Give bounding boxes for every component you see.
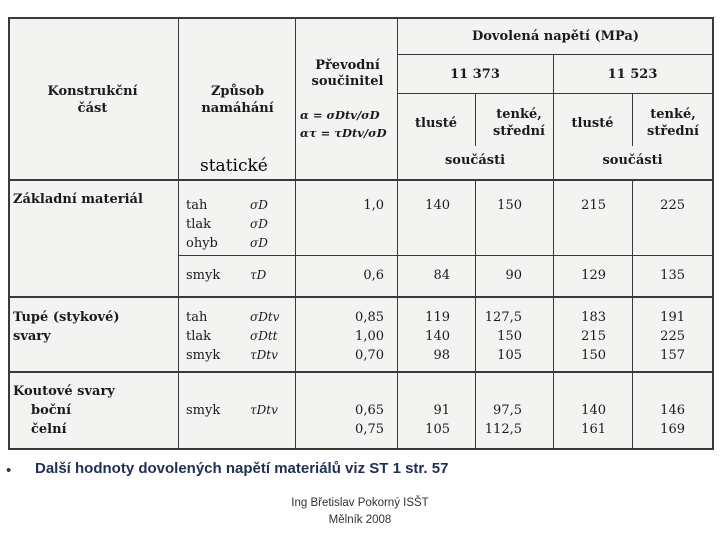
cell-value: 97,5 bbox=[493, 403, 522, 418]
cell-v1 bbox=[400, 196, 450, 215]
cell-value: 215 bbox=[581, 329, 606, 344]
cell-value: 225 bbox=[660, 329, 685, 344]
cell-value: σDtv bbox=[250, 310, 280, 324]
cell-v2 bbox=[478, 308, 522, 365]
cell-syms bbox=[250, 266, 294, 285]
cell-coef bbox=[298, 266, 384, 285]
cell-v4 bbox=[635, 266, 685, 285]
cell-v3 bbox=[556, 308, 606, 365]
vline-load bbox=[178, 17, 179, 450]
footer-place-year: Mělník 2008 bbox=[328, 514, 392, 526]
cell-value: τDtv bbox=[250, 403, 278, 417]
cell-value: 112,5 bbox=[484, 422, 522, 437]
cell-coef bbox=[298, 401, 384, 439]
cell-value: smyk bbox=[186, 268, 221, 283]
cell-v2 bbox=[478, 266, 522, 285]
cell-coef bbox=[298, 196, 384, 215]
table-border-right bbox=[712, 17, 714, 450]
cell-value: 127,5 bbox=[484, 310, 522, 325]
group-name-line: čelní bbox=[31, 422, 67, 437]
vline-s2-split-body bbox=[632, 179, 633, 450]
cell-value: 215 bbox=[581, 198, 606, 213]
cell-value: 119 bbox=[425, 310, 450, 325]
cell-value: σD bbox=[250, 198, 268, 212]
vline-allowed bbox=[397, 17, 398, 450]
cell-value: 150 bbox=[497, 198, 522, 213]
header-load: Způsob namáhání bbox=[201, 84, 274, 116]
group-name-line: Koutové svary bbox=[13, 384, 115, 399]
header-thick-1: tlusté bbox=[415, 116, 457, 131]
group-name bbox=[13, 382, 115, 439]
cell-loads bbox=[186, 196, 246, 253]
vline-coef bbox=[295, 17, 296, 450]
hline-steel-sub bbox=[397, 93, 714, 94]
cell-value: τD bbox=[250, 268, 267, 282]
table-border-bottom bbox=[8, 448, 714, 450]
cell-value: 129 bbox=[581, 268, 606, 283]
cell-value: 105 bbox=[425, 422, 450, 437]
cell-v3 bbox=[556, 196, 606, 215]
cell-value: σD bbox=[250, 236, 268, 250]
header-conv-title: Převodní součinitel bbox=[311, 58, 384, 89]
cell-value: 140 bbox=[581, 403, 606, 418]
cell-value: tah bbox=[186, 310, 208, 325]
cell-value: 1,0 bbox=[363, 198, 384, 213]
header-thin-2: tenké, střední bbox=[647, 107, 699, 139]
cell-value: smyk bbox=[186, 348, 221, 363]
cell-v2 bbox=[478, 196, 522, 215]
header-parts-1: součásti bbox=[444, 153, 506, 168]
cell-v4 bbox=[635, 401, 685, 439]
cell-v1 bbox=[400, 308, 450, 365]
cell-value: 150 bbox=[497, 329, 522, 344]
cell-value: 146 bbox=[660, 403, 685, 418]
cell-value: 84 bbox=[433, 268, 450, 283]
table-border-left bbox=[8, 17, 10, 450]
header-steel-11373: 11 373 bbox=[450, 67, 500, 82]
header-conv-f1: α = σDtv/σD bbox=[300, 108, 380, 122]
cell-value: smyk bbox=[186, 403, 221, 418]
hline-group2 bbox=[8, 296, 714, 298]
vline-s1-split bbox=[475, 93, 476, 146]
group-name-line: boční bbox=[31, 403, 72, 418]
cell-value: 140 bbox=[425, 329, 450, 344]
hline-group3 bbox=[8, 371, 714, 373]
group-name bbox=[13, 190, 143, 209]
header-allowed: Dovolená napětí (MPa) bbox=[471, 29, 640, 44]
header-static: statické bbox=[200, 156, 268, 176]
header-steel-11523: 11 523 bbox=[607, 67, 658, 82]
cell-syms bbox=[250, 308, 294, 365]
cell-v4 bbox=[635, 196, 685, 215]
hline-basic-split bbox=[178, 255, 714, 256]
cell-value: 225 bbox=[660, 198, 685, 213]
note-bullet: • bbox=[6, 462, 12, 479]
group-name-line: Tupé (stykové) bbox=[13, 310, 120, 325]
cell-v4 bbox=[635, 308, 685, 365]
vline-s1-split-body bbox=[475, 179, 476, 450]
cell-syms bbox=[250, 196, 294, 253]
cell-value: 0,85 bbox=[355, 310, 384, 325]
cell-value: 98 bbox=[433, 348, 450, 363]
cell-value: tlak bbox=[186, 329, 212, 344]
cell-v3 bbox=[556, 401, 606, 439]
cell-value: tah bbox=[186, 198, 208, 213]
cell-value: σD bbox=[250, 217, 268, 231]
cell-loads bbox=[186, 308, 246, 365]
cell-coef bbox=[298, 308, 384, 365]
cell-value: τDtv bbox=[250, 348, 278, 362]
cell-loads bbox=[186, 266, 246, 285]
table-border-top bbox=[8, 17, 714, 19]
footer-author: Ing Břetislav Pokorný ISŠT bbox=[291, 497, 429, 509]
cell-v1 bbox=[400, 266, 450, 285]
cell-value: ohyb bbox=[186, 236, 218, 251]
cell-value: 90 bbox=[505, 268, 522, 283]
group-name bbox=[13, 308, 120, 346]
cell-value: 0,75 bbox=[355, 422, 384, 437]
cell-value: 0,70 bbox=[355, 348, 384, 363]
cell-v3 bbox=[556, 266, 606, 285]
vline-s2-split bbox=[632, 93, 633, 146]
cell-value: σDtt bbox=[250, 329, 278, 343]
header-part: Konstrukční část bbox=[47, 84, 138, 116]
cell-loads bbox=[186, 401, 246, 420]
group-name-line: svary bbox=[13, 329, 51, 344]
note-text: Další hodnoty dovolených napětí materiálů viz ST 1 str. 57 bbox=[35, 460, 449, 477]
cell-syms bbox=[250, 401, 294, 420]
cell-value: 140 bbox=[425, 198, 450, 213]
cell-value: 0,65 bbox=[355, 403, 384, 418]
header-thick-2: tlusté bbox=[571, 116, 614, 131]
hline-header-bottom bbox=[8, 179, 714, 181]
cell-value: 183 bbox=[581, 310, 606, 325]
header-parts-2: součásti bbox=[602, 153, 663, 168]
cell-value: 1,00 bbox=[355, 329, 384, 344]
cell-value: 161 bbox=[581, 422, 606, 437]
cell-value: 0,6 bbox=[363, 268, 384, 283]
group-name-line: Základní materiál bbox=[13, 192, 143, 207]
cell-value: 191 bbox=[660, 310, 685, 325]
cell-value: 150 bbox=[581, 348, 606, 363]
cell-value: 157 bbox=[660, 348, 685, 363]
cell-value: tlak bbox=[186, 217, 212, 232]
cell-value: 135 bbox=[660, 268, 685, 283]
header-thin-1: tenké, střední bbox=[493, 107, 545, 139]
cell-v2 bbox=[478, 401, 522, 439]
cell-value: 91 bbox=[433, 403, 450, 418]
cell-value: 169 bbox=[660, 422, 685, 437]
header-conv-f2: ατ = τDtv/σD bbox=[300, 126, 387, 140]
cell-v1 bbox=[400, 401, 450, 439]
hline-allowed-sub bbox=[397, 54, 714, 55]
cell-value: 105 bbox=[497, 348, 522, 363]
